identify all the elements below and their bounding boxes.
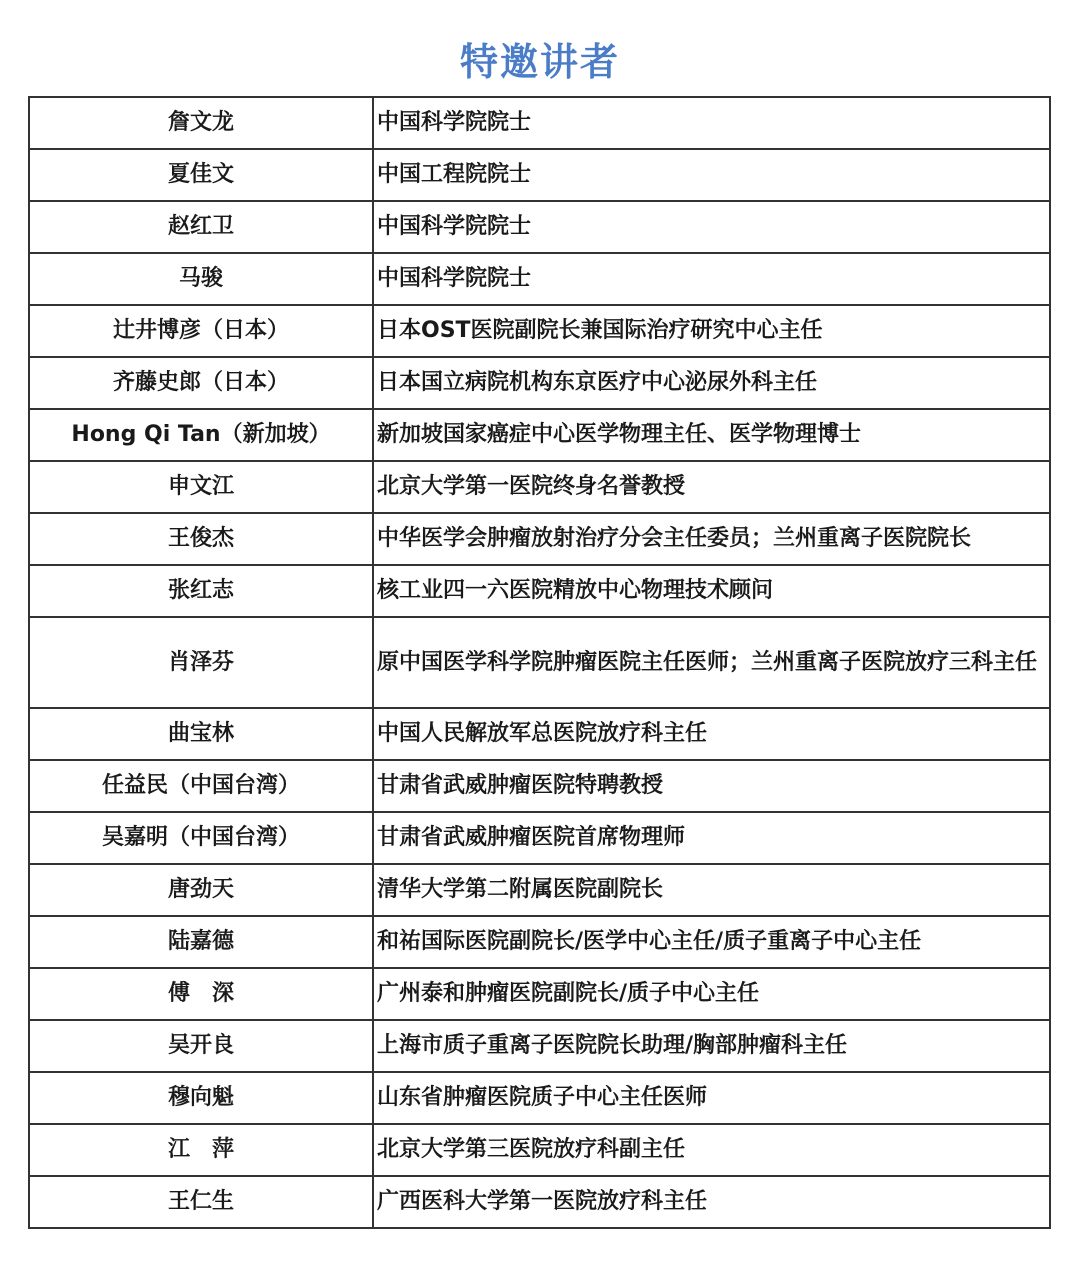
speaker-name: 齐藤史郎（日本） bbox=[29, 357, 373, 409]
speaker-role: 中国科学院院士 bbox=[373, 201, 1050, 253]
speaker-name: 吴开良 bbox=[29, 1020, 373, 1072]
speaker-role: 中华医学会肿瘤放射治疗分会主任委员；兰州重离子医院院长 bbox=[373, 513, 1050, 565]
speaker-role: 中国工程院院士 bbox=[373, 149, 1050, 201]
speaker-name: 曲宝林 bbox=[29, 708, 373, 760]
table-row bbox=[29, 201, 1050, 253]
speaker-role: 上海市质子重离子医院院长助理/胸部肿瘤科主任 bbox=[373, 1020, 1050, 1072]
speaker-role: 北京大学第三医院放疗科副主任 bbox=[373, 1124, 1050, 1176]
speaker-role: 广州泰和肿瘤医院副院长/质子中心主任 bbox=[373, 968, 1050, 1020]
speaker-role: 中国人民解放军总医院放疗科主任 bbox=[373, 708, 1050, 760]
speaker-name: Hong Qi Tan（新加坡） bbox=[29, 409, 373, 461]
table-row bbox=[29, 916, 1050, 968]
table-row bbox=[29, 617, 1050, 708]
table-row bbox=[29, 812, 1050, 864]
speaker-role: 原中国医学科学院肿瘤医院主任医师；兰州重离子医院放疗三科主任 bbox=[373, 617, 1050, 708]
table-row bbox=[29, 760, 1050, 812]
speaker-name: 傅 深 bbox=[29, 968, 373, 1020]
table-row bbox=[29, 357, 1050, 409]
table-row bbox=[29, 1176, 1050, 1228]
speaker-name: 陆嘉德 bbox=[29, 916, 373, 968]
speaker-name: 穆向魁 bbox=[29, 1072, 373, 1124]
speaker-role: 核工业四一六医院精放中心物理技术顾问 bbox=[373, 565, 1050, 617]
table-row bbox=[29, 461, 1050, 513]
speaker-role: 中国科学院院士 bbox=[373, 97, 1050, 149]
speaker-name: 吴嘉明（中国台湾） bbox=[29, 812, 373, 864]
speaker-role: 中国科学院院士 bbox=[373, 253, 1050, 305]
table-row bbox=[29, 253, 1050, 305]
speaker-role: 北京大学第一医院终身名誉教授 bbox=[373, 461, 1050, 513]
speaker-role: 新加坡国家癌症中心医学物理主任、医学物理博士 bbox=[373, 409, 1050, 461]
speaker-name: 辻井博彦（日本） bbox=[29, 305, 373, 357]
speaker-name: 夏佳文 bbox=[29, 149, 373, 201]
speaker-name: 江 萍 bbox=[29, 1124, 373, 1176]
table-row bbox=[29, 513, 1050, 565]
speaker-role: 日本OST医院副院长兼国际治疗研究中心主任 bbox=[373, 305, 1050, 357]
table-row bbox=[29, 305, 1050, 357]
table-row bbox=[29, 149, 1050, 201]
speaker-role: 和祐国际医院副院长/医学中心主任/质子重离子中心主任 bbox=[373, 916, 1050, 968]
speaker-table bbox=[28, 96, 1051, 1229]
table-row bbox=[29, 1072, 1050, 1124]
speaker-name: 赵红卫 bbox=[29, 201, 373, 253]
table-row bbox=[29, 1124, 1050, 1176]
speaker-role: 甘肃省武威肿瘤医院首席物理师 bbox=[373, 812, 1050, 864]
page-title: 特邀讲者 bbox=[459, 40, 620, 84]
table-row bbox=[29, 97, 1050, 149]
table-row bbox=[29, 565, 1050, 617]
table-row bbox=[29, 708, 1050, 760]
speaker-role: 山东省肿瘤医院质子中心主任医师 bbox=[373, 1072, 1050, 1124]
speaker-name: 任益民（中国台湾） bbox=[29, 760, 373, 812]
table-row bbox=[29, 409, 1050, 461]
speaker-name: 王俊杰 bbox=[29, 513, 373, 565]
speaker-name: 肖泽芬 bbox=[29, 617, 373, 708]
speaker-name: 张红志 bbox=[29, 565, 373, 617]
speaker-role: 广西医科大学第一医院放疗科主任 bbox=[373, 1176, 1050, 1228]
speaker-name: 马骏 bbox=[29, 253, 373, 305]
speaker-role: 日本国立病院机构东京医疗中心泌尿外科主任 bbox=[373, 357, 1050, 409]
speaker-role: 甘肃省武威肿瘤医院特聘教授 bbox=[373, 760, 1050, 812]
speaker-name: 申文江 bbox=[29, 461, 373, 513]
table-row bbox=[29, 968, 1050, 1020]
speaker-role: 清华大学第二附属医院副院长 bbox=[373, 864, 1050, 916]
speaker-name: 唐劲天 bbox=[29, 864, 373, 916]
table-row bbox=[29, 1020, 1050, 1072]
speaker-name: 王仁生 bbox=[29, 1176, 373, 1228]
speaker-name: 詹文龙 bbox=[29, 97, 373, 149]
table-row bbox=[29, 864, 1050, 916]
